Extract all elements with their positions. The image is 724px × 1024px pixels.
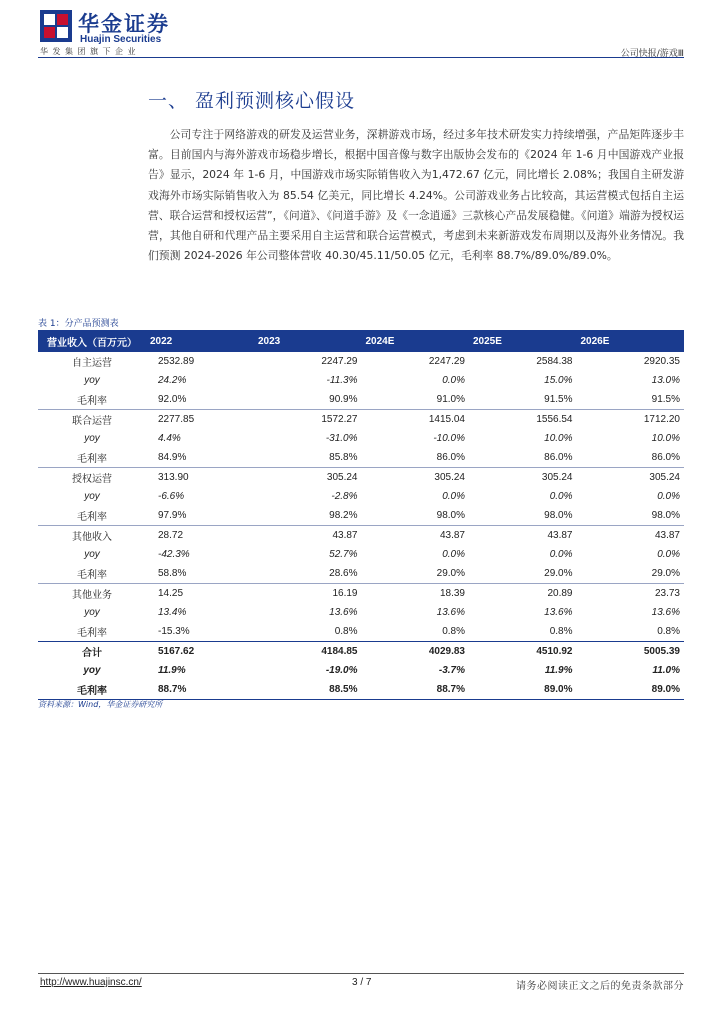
row-label: 合计 <box>38 642 146 662</box>
table-cell: 0.8% <box>442 626 465 637</box>
table-row <box>38 410 684 430</box>
table-cell: 88.5% <box>254 680 362 700</box>
table-cell: 58.8% <box>158 568 187 579</box>
row-label: yoy <box>84 607 100 618</box>
table-cell: 98.2% <box>329 510 358 521</box>
table-cell: 88.7% <box>362 680 470 700</box>
table-cell: 305.24 <box>254 468 362 488</box>
table-cell: 11.9% <box>544 665 573 676</box>
row-label: 自主运营 <box>72 358 112 369</box>
table-cell: 89.0% <box>577 680 685 700</box>
row-label: 其他业务 <box>38 584 146 604</box>
table-cell: 11.0% <box>652 665 680 676</box>
table-row <box>38 545 684 564</box>
table-cell: 28.72 <box>146 526 254 546</box>
table-cell: 1712.20 <box>577 410 685 430</box>
row-label: 毛利率 <box>38 680 146 700</box>
table-cell: 0.0% <box>442 375 465 386</box>
table-cell: 2584.38 <box>536 356 573 367</box>
table-cell: 13.4% <box>158 607 187 618</box>
table-cell: 89.0% <box>469 680 577 700</box>
table-cell: 0.0% <box>657 549 680 560</box>
section-title: 一、 盈利预测核心假设 <box>148 90 356 112</box>
table-cell: 2532.89 <box>158 356 195 367</box>
table-cell: 13.6% <box>651 607 680 618</box>
table-cell: 98.0% <box>651 510 680 521</box>
table-cell: 2247.29 <box>428 356 465 367</box>
table-row <box>38 622 684 642</box>
table-cell: 14.25 <box>146 584 254 604</box>
table-cell: 0.0% <box>657 491 680 502</box>
table-cell: -31.0% <box>325 433 358 444</box>
table-row <box>38 603 684 622</box>
table-cell: 13.6% <box>544 607 573 618</box>
row-label: 其他收入 <box>38 526 146 546</box>
table-row <box>38 564 684 584</box>
table-cell: 0.8% <box>657 626 680 637</box>
disclaimer-note: 请务必阅读正文之后的免责条款部分 <box>516 981 684 992</box>
table-cell: 43.87 <box>362 526 470 546</box>
table-cell: 313.90 <box>146 468 254 488</box>
table-cell: 28.6% <box>329 568 358 579</box>
header-divider <box>38 57 684 58</box>
table-cell: 0.0% <box>442 491 465 502</box>
row-label: yoy <box>84 433 100 444</box>
forecast-table <box>38 330 684 700</box>
document-type: 公司快报/游戏Ⅲ <box>620 49 684 59</box>
table-cell: 43.87 <box>469 526 577 546</box>
table-cell: 43.87 <box>577 526 685 546</box>
table-cell: 1556.54 <box>469 410 577 430</box>
table-cell: 29.0% <box>651 568 680 579</box>
table-cell: 86.0% <box>651 452 680 463</box>
row-label: 毛利率 <box>77 454 107 465</box>
table-cell: 20.89 <box>469 584 577 604</box>
table-cell: 16.19 <box>254 584 362 604</box>
header-cell: 2024E <box>362 330 470 352</box>
row-label: yoy <box>83 665 101 676</box>
table-cell: 86.0% <box>436 452 465 463</box>
page-header <box>38 6 684 62</box>
row-label: 毛利率 <box>77 512 107 523</box>
table-cell: 1415.04 <box>362 410 470 430</box>
table-cell: -11.3% <box>326 375 358 386</box>
table-cell: 13.0% <box>651 375 680 386</box>
row-label: yoy <box>84 375 100 386</box>
table-cell: 91.5% <box>651 394 680 405</box>
table-cell: 13.6% <box>436 607 465 618</box>
table-cell: 52.7% <box>329 549 358 560</box>
table-cell: -15.3% <box>158 626 190 637</box>
row-label: yoy <box>84 491 100 502</box>
body-paragraph: 公司专注于网络游戏的研发及运营业务，深耕游戏市场，经过多年技术研发实力持续增强，产品矩阵逐步丰富。目前国内与海外游戏市场稳步增长，根据中国音像与数字出版协会发布的《2024 年 1-6 月中国游戏产业报告》显示，2024 年 1-6 月，中国游戏市场实际销售收入为1,472.67 亿元，同比增长 2.08%；我国自主研发游戏海外市场实际销售收入为 85.54 亿美元，同比增长 4.24%。公司游戏业务占比较高，其运营模式包括自主运营、联合运营和授权运营”，《问道》、《问道手游》及《一念逍遥》三款核心产品发展稳健。《问道》端游为授权运营，其他自研和代理产品主要采用自主运营和联合运营模式，考虑到未来新游戏发布周期以及海外业务情况。我们预测 2024-2026 年公司整体营收 40.30/45.11/50.05 亿元，毛利率 88.7%/89.0%/89.0%。 <box>148 128 684 263</box>
table-cell: 85.8% <box>329 452 358 463</box>
table-row <box>38 352 684 371</box>
row-label: yoy <box>84 549 100 560</box>
table-cell: 0.8% <box>549 626 573 637</box>
table-cell: 4.4% <box>158 433 181 444</box>
table-cell: -10.0% <box>433 433 465 444</box>
table-cell: 2920.35 <box>643 356 680 367</box>
table-cell: 11.9% <box>158 665 186 676</box>
table-row <box>38 448 684 468</box>
table-cell: 4184.85 <box>254 642 362 662</box>
table-cell: 24.2% <box>158 375 187 386</box>
table-cell: -19.0% <box>325 665 358 676</box>
footer-divider <box>38 973 684 974</box>
table-cell: 0.0% <box>442 549 465 560</box>
brand-tagline: 华发集团旗下企业 <box>40 47 140 56</box>
table-cell: 1572.27 <box>254 410 362 430</box>
table-cell: 23.73 <box>577 584 685 604</box>
table-cell: 92.0% <box>158 394 187 405</box>
table-source: 资料来源：Wind，华金证券研究所 <box>38 700 163 709</box>
table-row <box>38 390 684 410</box>
table-cell: 18.39 <box>362 584 470 604</box>
row-label: 毛利率 <box>77 396 107 407</box>
brand-name-cn: 华金证券 <box>78 12 170 36</box>
table-row <box>38 506 684 526</box>
table-cell: 13.6% <box>329 607 358 618</box>
table-row <box>38 526 684 546</box>
table-cell: 305.24 <box>362 468 470 488</box>
table-cell: 4029.83 <box>362 642 470 662</box>
header-cell: 2023 <box>254 330 362 352</box>
row-label: 毛利率 <box>77 570 107 581</box>
table-cell: 90.9% <box>329 394 358 405</box>
table-row <box>38 468 684 488</box>
huajin-logo-icon <box>40 10 72 42</box>
table-cell: 0.0% <box>549 491 573 502</box>
table-cell: 305.24 <box>577 468 685 488</box>
table-row <box>38 487 684 506</box>
table-cell: 0.0% <box>549 549 573 560</box>
row-label: 联合运营 <box>38 410 146 430</box>
table-header-row <box>38 330 684 352</box>
table-caption: 表 1：分产品预测表 <box>38 319 119 329</box>
row-label: 毛利率 <box>77 628 107 639</box>
table-cell: 15.0% <box>544 375 573 386</box>
table-row <box>38 584 684 604</box>
table-cell: 10.0% <box>544 433 573 444</box>
table-cell: 29.0% <box>544 568 573 579</box>
table-cell: 305.24 <box>469 468 577 488</box>
header-cell: 2022 <box>146 330 254 352</box>
header-cell: 2025E <box>469 330 577 352</box>
table-cell: -2.8% <box>331 491 358 502</box>
table-cell: 2247.29 <box>321 356 358 367</box>
table-cell: -42.3% <box>158 549 190 560</box>
table-cell: -6.6% <box>158 491 185 502</box>
table-cell: -3.7% <box>438 665 465 676</box>
table-cell: 97.9% <box>158 510 187 521</box>
table-cell: 86.0% <box>544 452 573 463</box>
header-cell: 营业收入（百万元） <box>38 330 146 352</box>
table-cell: 91.0% <box>436 394 465 405</box>
table-cell: 5005.39 <box>577 642 685 662</box>
table-cell: 98.0% <box>544 510 573 521</box>
table-cell: 91.5% <box>544 394 573 405</box>
table-cell: 2277.85 <box>146 410 254 430</box>
table-cell: 88.7% <box>146 680 254 700</box>
table-row <box>38 429 684 448</box>
brand-name-en: Huajin Securities <box>80 34 162 45</box>
table-row <box>38 680 684 700</box>
table-cell: 29.0% <box>436 568 465 579</box>
page-number: 3 / 7 <box>352 977 372 988</box>
header-cell: 2026E <box>577 330 685 352</box>
row-label: 授权运营 <box>38 468 146 488</box>
table-row <box>38 642 684 662</box>
table-cell: 0.8% <box>334 626 358 637</box>
table-cell: 4510.92 <box>469 642 577 662</box>
table-cell: 84.9% <box>158 452 187 463</box>
table-cell: 10.0% <box>651 433 680 444</box>
website-link[interactable]: http://www.huajinsc.cn/ <box>40 977 142 988</box>
table-cell: 43.87 <box>254 526 362 546</box>
table-cell: 5167.62 <box>146 642 254 662</box>
table-row <box>38 661 684 680</box>
table-cell: 98.0% <box>436 510 465 521</box>
table-row <box>38 371 684 390</box>
